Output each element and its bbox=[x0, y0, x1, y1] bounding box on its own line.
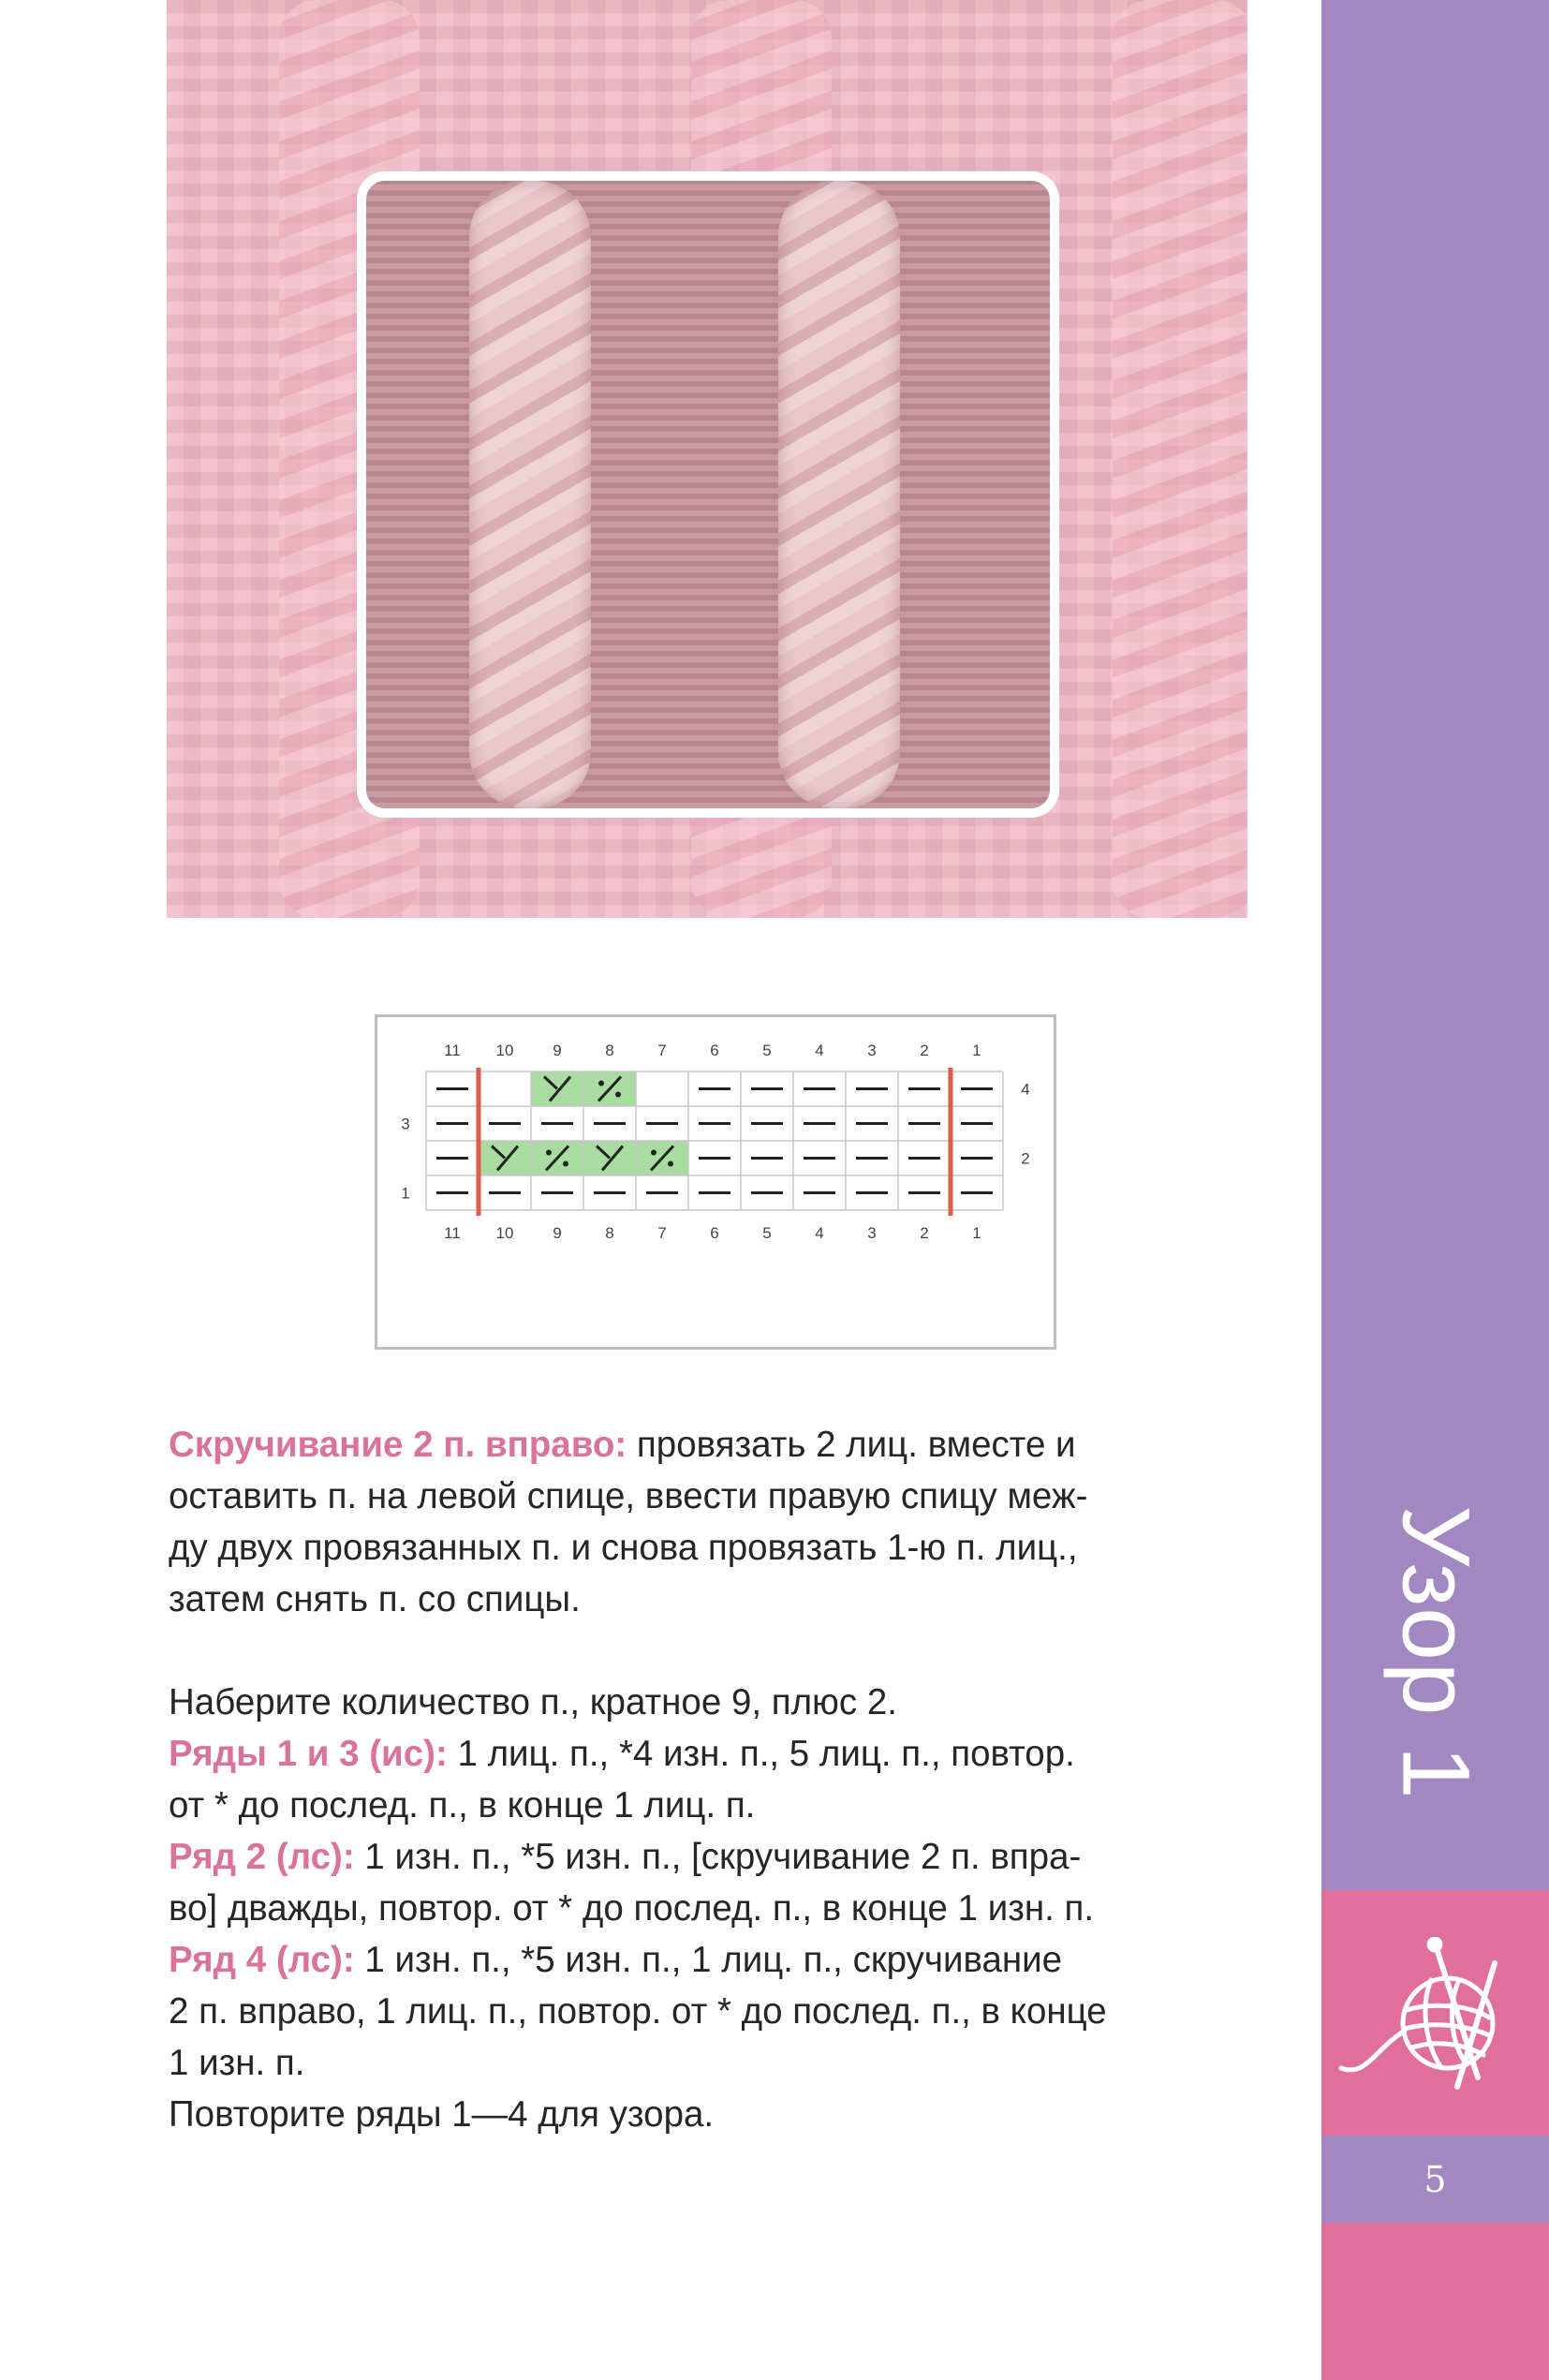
side-tab-pink-lower bbox=[1321, 2223, 1549, 2380]
text-line bbox=[169, 1986, 1250, 2037]
text-line bbox=[169, 1574, 1250, 1625]
text-line bbox=[169, 2089, 1250, 2140]
instruction-heading: Ряды 1 и 3 (ис): bbox=[169, 1734, 448, 1774]
chart-column-number: 4 bbox=[815, 1224, 824, 1242]
knitting-chart-grid bbox=[377, 1017, 1054, 1347]
instruction-text: Наберите количество п., кратное 9, плюс 2. bbox=[169, 1682, 897, 1722]
instruction-text: затем снять п. со спицы. bbox=[169, 1579, 581, 1619]
instruction-text: 1 изн. п., *5 изн. п., [скручивание 2 п. впра- bbox=[354, 1837, 1082, 1877]
chart-row-number: 2 bbox=[1021, 1149, 1030, 1168]
instruction-heading: Ряд 2 (лс): bbox=[169, 1837, 355, 1877]
paragraph-gap bbox=[169, 1625, 1250, 1677]
text-line bbox=[169, 1419, 1250, 1471]
twist-knit-dot bbox=[598, 1081, 604, 1087]
instruction-text: Повторите ряды 1—4 для узора. bbox=[169, 2094, 715, 2135]
chart-column-number: 6 bbox=[710, 1224, 719, 1242]
chart-column-number: 2 bbox=[920, 1042, 929, 1059]
text-line bbox=[169, 1471, 1250, 1522]
chart-column-number: 10 bbox=[495, 1042, 514, 1059]
chart-column-number: 7 bbox=[657, 1224, 667, 1242]
chart-column-number: 7 bbox=[657, 1042, 667, 1059]
chart-column-number: 1 bbox=[972, 1042, 981, 1059]
chart-column-number: 11 bbox=[444, 1224, 461, 1242]
twist-knit-dot bbox=[615, 1092, 621, 1098]
pattern-instructions bbox=[169, 1419, 1250, 2140]
text-line bbox=[169, 1728, 1250, 1780]
chart-row-number: 1 bbox=[401, 1184, 410, 1203]
page-number: 5 bbox=[1424, 2159, 1447, 2200]
twist-knit-dot bbox=[668, 1161, 673, 1167]
chart-row-number: 4 bbox=[1021, 1080, 1030, 1099]
instruction-heading: Ряд 4 (лс): bbox=[169, 1940, 355, 1980]
chart-column-number: 11 bbox=[444, 1042, 461, 1059]
chart-column-number: 3 bbox=[867, 1224, 877, 1242]
chart-column-number: 3 bbox=[867, 1042, 877, 1059]
closeup-cable bbox=[469, 181, 591, 808]
chart-column-number: 5 bbox=[762, 1042, 772, 1059]
text-line bbox=[169, 1677, 1250, 1728]
instruction-text: 1 изн. п., *5 изн. п., 1 лиц. п., скручивание bbox=[354, 1940, 1063, 1980]
chart-column-number: 9 bbox=[553, 1224, 562, 1242]
chart-column-number: 4 bbox=[815, 1042, 824, 1059]
text-line bbox=[169, 1780, 1250, 1831]
closeup-cable bbox=[778, 181, 900, 808]
chart-column-number: 10 bbox=[495, 1224, 514, 1242]
instruction-heading: Скручивание 2 п. вправо: bbox=[169, 1425, 627, 1465]
twist-knit-dot bbox=[563, 1161, 568, 1167]
text-line bbox=[169, 1522, 1250, 1574]
pattern-photo-closeup bbox=[357, 171, 1059, 818]
instruction-text: провязать 2 лиц. вместе и bbox=[627, 1425, 1076, 1465]
chart-column-number: 9 bbox=[553, 1042, 562, 1059]
instruction-text: во] дважды, повтор. от * до послед. п., в конце 1 изн. п. bbox=[169, 1888, 1095, 1929]
text-line bbox=[169, 1934, 1250, 1986]
chart-column-number: 5 bbox=[762, 1224, 772, 1242]
instruction-text: ду двух провязанных п. и снова провязать 1-ю п. лиц., bbox=[169, 1528, 1078, 1568]
chart-column-number: 6 bbox=[710, 1042, 719, 1059]
text-line bbox=[169, 2037, 1250, 2089]
twist-knit-dot bbox=[546, 1150, 552, 1156]
yarn-ball-knitting-needles-icon bbox=[1337, 1937, 1534, 2092]
instruction-text: 1 лиц. п., *4 изн. п., 5 лиц. п., повтор. bbox=[447, 1734, 1075, 1774]
chart-column-number: 1 bbox=[972, 1224, 981, 1242]
photo-cable-decor bbox=[1113, 0, 1247, 918]
chart-column-number: 2 bbox=[920, 1224, 929, 1242]
text-line bbox=[169, 1883, 1250, 1934]
twist-knit-dot bbox=[651, 1150, 656, 1156]
section-title-text: Узор 1 bbox=[1382, 1505, 1490, 1801]
instruction-text: оставить п. на левой спице, ввести правую спицу меж- bbox=[169, 1476, 1088, 1516]
pattern-photo bbox=[167, 0, 1247, 918]
chart-row-number: 3 bbox=[401, 1115, 410, 1133]
instruction-text: 2 п. вправо, 1 лиц. п., повтор. от * до послед. п., в конце bbox=[169, 1991, 1107, 2032]
text-line bbox=[169, 1831, 1250, 1883]
chart-column-number: 8 bbox=[605, 1224, 614, 1242]
chart-column-number: 8 bbox=[605, 1042, 614, 1059]
instruction-text: 1 изн. п. bbox=[169, 2043, 305, 2083]
knitting-chart bbox=[375, 1014, 1056, 1350]
instruction-text: от * до послед. п., в конце 1 лиц. п. bbox=[169, 1785, 756, 1826]
